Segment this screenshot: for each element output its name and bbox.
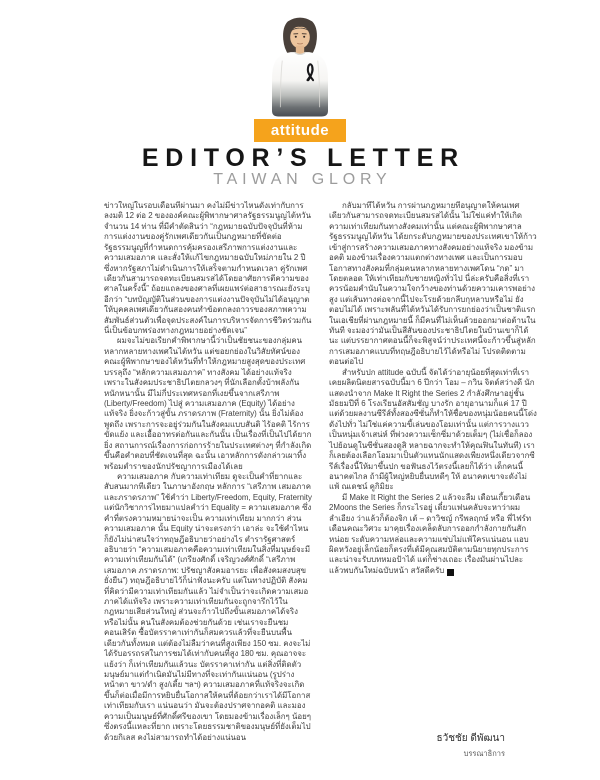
page-subtitle: TAIWAN GLORY: [213, 171, 392, 188]
letter-paragraph-6-text: มี Make It Right the Series 2 แล้วจะลืม เดือนเกี้ยวเดือน 2Moons the Series ก็กระไรอยู่ เดี๋ยวแฟนคลับจะหาว่าผมลำเอียง ว่าแล้วก็ต้องจิก เต้ – ดาวิชญ์ กรีพลฤกษ์ หรือ พี่ไฟร์ท เดือนคณะวิศวะ มาคุยเรื่องเคล็ดลับการออกกำลังกายกันสักหน่อย ระดับความหล่อและความแซ่บไม่แพ้ใครแน่นอน แอบผิดหวังอยู่เล็กน้อยก็ตรงที่เต้มีคุณสมบัติตามนิยายทุกประการ และน่าจะรับบทหมอป้าได้ แต่ก็ช่างเถอะ เรื่องมันผ่านไปละ แล้วพบกันใหม่ฉบับหน้า สวัสดีครับ: [329, 492, 532, 575]
editor-name: ธวัชชัย ดีพัฒนา: [436, 733, 505, 744]
letter-paragraph-6: [329, 493, 537, 576]
editor-portrait-illustration: [245, 12, 355, 124]
letter-paragraph-5: สำหรับปก attitude ฉบับนี้ จัดได้ว่าอายุน้อยที่สุดเท่าที่เราเคยผลิตนิตยสารฉบับนี้มา 6 ปีกว่า โอม – กวิน จิตต์สว่างดี นักแสดงนำจาก Make It Right the Series 2 กำลังศึกษาอยู่ชั้นมัธยมปีที่ 6 โรงเรียนอัสสัมชัญ บางรัก อายุอานามก็แค่ 17 ปี แต่ด้วยผลงานซีรีส์ทั้งสองซีซั่นก็ทำให้ชื่อของหนุ่มน้อยคนนี้โด่งดังไปทั่ว ไม่ใช่แค่ความขี้เล่นของโอมเท่านั้น แต่การวางแววเป็นหนุ่มเจ้าเสน่ห์ ที่พ่วงความเซ็กซี่มาด้วยเต็มๆ (ไม่เชื่อก็ลองไปย้อนดูในซีซั่นสองดูสิ หลายฉากจะทำให้คุณฟินในทันที) เราก็เลยต้องเลือกโอมมาเป็นตัวแทนนักแสดงเพียงหนึ่งเดียวจากซีรีส์เรื่องนี้ให้มาขึ้นปก ขอฟันธงไว้ตรงนี้เลยก็ได้ว่า เด็กคนนี้อนาคตไกล ถ้ามีผู้ใหญ่หยิบยื่นบทดีๆ ให้ อนาคตเขาจะดังไม่แพ้ ณเดชน์ คูกิมิยะ: [329, 367, 537, 492]
attitude-endmark-icon: a: [447, 569, 454, 576]
letter-paragraph-3: ความเสมอภาค กับความเท่าเทียม ดูจะเป็นคำที่ยากและสับสนมากทีเดียว ในภาษาอังกฤษ หลักการ “เสรีภาพ เสมอภาค และภราดรภาพ” ใช้คำว่า Liberty/Freedom, Equity, Fraternity แต่นักวิชาการไทยมาแปลคำว่า Equality = ความเสมอภาค ซึ่งคำที่ตรงความหมายน่าจะเป็น ความเท่าเทียม มากกว่า ส่วนความเสมอภาค นั้น Equity น่าจะตรงกว่า เอาล่ะ จะใช้คำไหนก็ยังไม่น่าสนใจว่าทฤษฎีอธิบายว่าอย่างไร ตำรารัฐศาสตร์อธิบายว่า “ความเสมอภาคคือความเท่าเทียมในสิ่งที่มนุษย์จะมีความเท่าเทียมกันได้” (เกรียงศักดิ์ เจริญวงศ์ศักดิ์ “เสรีภาพ เสมอภาค ภราดรภาพ: ปรัชญาสังคมอารยะ เพื่อสังคมสงบสุขยั่งยืน”) ทฤษฎีอธิบายไว้ก็น่าฟังนะครับ แต่ในทางปฏิบัติ สังคมที่คิดว่ามีความเท่าเทียมกันแล้ว ไม่จำเป็นว่าจะเกิดความเสมอภาคได้แท้จริง เพราะความเท่าเทียมกันจะถูกจารึกไว้ในกฎหมายเสียส่วนใหญ่ ส่วนจะก้าวไปถึงขั้นเสมอภาคได้จริงหรือไม่นั้น คนในสังคมต้องช่วยกันด้วย เช่นเราจะยืนชมคอนเสิร์ต ซื้อบัตรราคาเท่ากันก็สมควรแล้วที่จะยืนบนพื้นเดียวกันทั้งหมด แต่ต้องไม่ลืมว่าคนที่สูงเพียง 150 ซม. คงจะไม่ได้รับอรรถรสในการชมได้เท่ากับคนที่สูง 180 ซม. คุณอาจจะแย้งว่า ก็เท่าเทียมกันแล้วนะ บัตรราคาเท่ากัน แต่สิ่งที่ติดตัวมนุษย์มาแต่กำเนิดมันไม่มีทางที่จะเท่ากันแน่นอน (รูปร่าง หน้าตา ขาว/ดำ สูง/เตี้ย ฯลฯ) ความเสมอภาคที่แท้จริงจะเกิดขึ้นก็ต่อเมื่อมีการหยิบยื่นโอกาสให้คนที่ด้อยกว่าเราได้มีโอกาสเท่าเทียมกับเรา แน่นอนว่า มันจะต้องปราศจากอคติ และมองความเป็นมนุษย์ที่ศักดิ์ศรีของเขา โดยมองข้ามเรื่องเล็กๆ น้อยๆ ซึ่งตรงนี้แหละที่ยาก เพราะโดยธรรมชาติของมนุษย์ที่ยังเต็มไปด้วยกิเลส คงไม่สามารถทำได้อย่างแน่นอน: [104, 471, 312, 742]
page-title: EDITOR’S LETTER: [141, 144, 465, 172]
attitude-badge: [254, 119, 346, 142]
letter-paragraph-2: ผมจะไม่ขอเรียกคำพิพากษานี้ว่าเป็นชัยชนะของกลุ่มคนหลากหลายทางเพศในไต้หวัน แต่ขอยกย่องในวิสัยทัศน์ของคณะผู้พิพากษาของไต้หวันที่ทำให้กฎหมายสูงสุดของประเทศ บรรลุถึง “หลักความเสมอภาค” ทางสังคม ได้อย่างแท้จริง เพราะในสังคมประชาธิปไตยกลวงๆ ที่นักเลือกตั้งบ้าพลังกันหนักหนานั้น มีไม่กี่ประเทศหรอกที่เงยขึ้นจากเสรีภาพ (Liberty/Freedom) ไปสู่ ความเสมอภาค (Equity) ได้อย่างแท้จริง ยิ่งจะก้าวสู่ขั้น ภราดรภาพ (Fraternity) นั้น ยิ่งไม่ต้องพูดถึง เพราะการจะอยู่ร่วมกันในสังคมแบบสันติ ไร้อคติ ไร้การขัดแย้ง และเอื้ออาทรต่อกันและกันนั้น เป็นเรื่องที่เป็นไปได้ยากยิ่ง สถานการณ์เรื่องการก่อการร้ายในประเทศต่างๆ ที่กำลังเกิดขึ้นคือคำตอบที่ชัดเจนที่สุด ฉะนั้น เอาหลักการดังกล่าวเผาทิ้งพร้อมตำราของนักปรัชญาการเมืองได้เลย: [104, 336, 312, 471]
letter-paragraph-4: กลับมาที่ไต้หวัน การผ่านกฎหมายที่อนุญาตให้คนเพศเดียวกันสามารถจดทะเบียนสมรสได้นั้น ไม่ใช่แค่ทำให้เกิดความเท่าเทียมกันทางสังคมเท่านั้น แต่คณะผู้พิพากษาศาลรัฐธรรมนูญไต้หวัน ได้ยกระดับกฎหมายของประเทศเขาให้ก้าวเข้าสู่การสร้างความเสมอภาคทางสังคมอย่างแท้จริง มองข้ามอคติ มองข้ามเรื่องความแตกต่างทางเพศ และเป็นการมอบโอกาสทางสังคมที่กลุ่มคนหลากหลายทางเพศโดน “กด” มาโดยตลอด ให้เท่าเทียมกับชายหญิงทั่วไป นี่ล่ะครับคือสิ่งที่เราควรน้อมคำนับในความใจกว้างของท่านด้วยความเคารพอย่างสูง แต่เส้นทางต่อจากนี้ไปจะโรยด้วยกลีบกุหลาบหรือไม่ ยังตอบไม่ได้ เพราะพลันที่ไต้หวันได้รับการยกย่องว่าเป็นชาติแรกในเอเชียที่ผ่านกฎหมายนี้ ก็มีคนที่ไม่เห็นด้วยออกมาต่อต้านในทันที จะมองว่ามันเป็นสีสันของประชาธิปไตยในบ้านเขาก็ได้นะ แต่บรรยากาศตอนนี้ก็จะพิสูจน์ว่าประเทศนี้จะก้าวขึ้นสู่หลักการเสมอภาคแบบที่ทฤษฎีอธิบายไว้ได้หรือไม่ โปรดติดตามตอนต่อไป: [329, 201, 537, 367]
signature-block: [104, 731, 505, 760]
editor-photo: [245, 12, 355, 124]
editor-letter-body: [104, 201, 537, 757]
letter-paragraph-1: ข่าวใหญ่ในรอบเดือนที่ผ่านมา คงไม่มีข่าวไหนดังเท่ากับการลงมติ 12 ต่อ 2 ขององค์คณะผู้พิพากษาศาลรัฐธรรมนูญไต้หวัน จำนวน 14 ท่าน ที่มีคำตัดสินว่า “กฎหมายฉบับปัจจุบันที่ห้ามการแต่งงานของคู่รักเพศเดียวกันเป็นกฎหมายที่ขัดต่อรัฐธรรมนูญที่กำหนดการคุ้มครองเสรีภาพการแต่งงานและความเสมอภาค และสั่งให้แก้ไขกฎหมายฉบับใหม่ภายใน 2 ปี ซึ่งหากรัฐสภาไม่ดำเนินการให้เสร็จตามกำหนดเวลา คู่รักเพศเดียวกันสามารถจดทะเบียนสมรสได้โดยอาศัยการตีความของศาลในครั้งนี้” ถ้อยแถลงของศาลที่เผยแพร่ต่อสาธารณะยังระบุอีกว่า “บทบัญญัติในส่วนของการแต่งงานปัจจุบันไม่ได้อนุญาตให้บุคคลเพศเดียวกันสองคนทำข้อตกลงถาวรของสภาพความสัมพันธ์ส่วนตัวเพื่อจุดประสงค์ในการบริหารจัดการชีวิตร่วมกัน นี่เป็นข้อบกพร่องทางกฎหมายอย่างชัดเจน”: [104, 201, 312, 336]
attitude-badge-label: attitude: [270, 122, 330, 139]
editor-role: บรรณาธิการ: [463, 749, 505, 758]
